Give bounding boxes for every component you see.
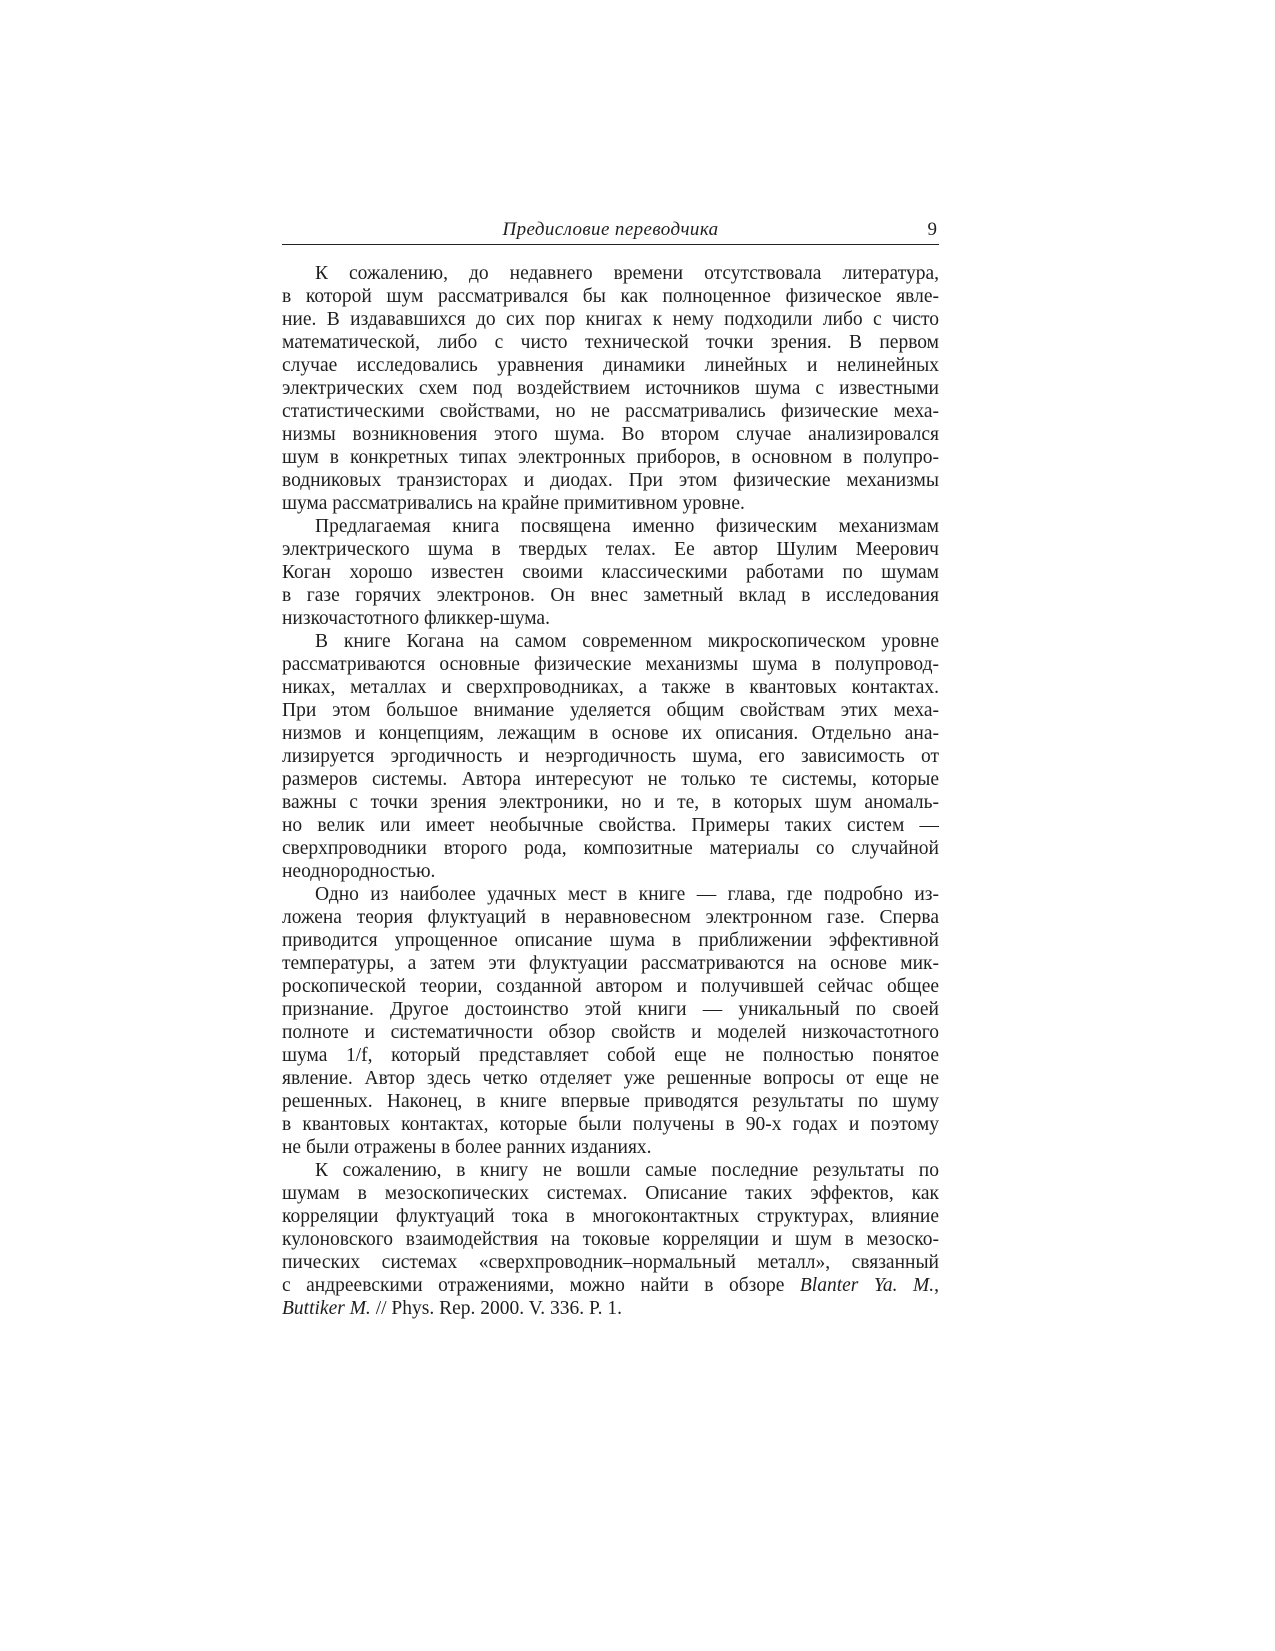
text-line: размеров системы. Автора интересуют не только те системы, которые xyxy=(282,769,939,790)
text-line: неоднородностью. xyxy=(282,861,436,882)
text-line: электрических схем под воздействием источников шума с известными xyxy=(282,378,939,399)
text-line: шумам в мезоскопических системах. Описание таких эффектов, как xyxy=(282,1183,939,1204)
reference-citation: // Phys. Rep. 2000. V. 336. P. 1. xyxy=(370,1298,623,1319)
paragraph-3 xyxy=(282,630,939,883)
body-text xyxy=(282,262,939,1320)
book-page xyxy=(282,0,939,1651)
text-line: При этом большое внимание уделяется общим свойствам этих меха- xyxy=(282,700,939,721)
text-line: в которой шум рассматривался бы как полноценное физическое явле- xyxy=(282,286,939,307)
text-line: статистическими свойствами, но не рассматривались физические меха- xyxy=(282,401,939,422)
text-line: низмов и концепциям, лежащим в основе их описания. Отдельно ана- xyxy=(282,723,939,744)
text-line: случае исследовались уравнения динамики линейных и нелинейных xyxy=(282,355,939,376)
text-line: роскопической теории, созданной автором и получившей сейчас общее xyxy=(282,976,939,997)
running-head xyxy=(282,218,939,245)
text-line: в квантовых контактах, которые были получены в 90-х годах и поэтому xyxy=(282,1114,939,1135)
paragraph-4 xyxy=(282,883,939,1159)
text-line: но велик или имеет необычные свойства. Примеры таких систем — xyxy=(282,815,939,836)
page-number: 9 xyxy=(927,219,937,240)
text-line: корреляции флуктуаций тока в многоконтактных структурах, влияние xyxy=(282,1206,939,1227)
text-line: шума рассматривались на крайне примитивном уровне. xyxy=(282,493,745,514)
reference-author-2: Buttiker M. xyxy=(282,1298,371,1319)
text-line: никах, металлах и сверхпроводниках, а также в квантовых контактах. xyxy=(282,677,939,698)
text-line: низкочастотного фликкер-шума. xyxy=(282,608,550,629)
text-line: Одно из наиболее удачных мест в книге — глава, где подробно из- xyxy=(315,884,939,905)
text-line: пических системах «сверхпроводник–нормальный металл», связанный xyxy=(282,1252,939,1273)
text-line: ложена теория флуктуаций в неравновесном электронном газе. Сперва xyxy=(282,907,939,928)
text-line: рассматриваются основные физические механизмы шума в полупровод- xyxy=(282,654,939,675)
text-line: Предлагаемая книга посвящена именно физическим механизмам xyxy=(315,516,939,537)
text-line: ние. В издававшихся до сих пор книгах к нему подходили либо с чисто xyxy=(282,309,939,330)
text-line: Коган хорошо известен своими классическими работами по шумам xyxy=(282,562,939,583)
text-line: явление. Автор здесь четко отделяет уже решенные вопросы от еще не xyxy=(282,1068,939,1089)
text-line: кулоновского взаимодействия на токовые корреляции и шум в мезоско- xyxy=(282,1229,939,1250)
text-line: температуры, а затем эти флуктуации рассматриваются на основе мик- xyxy=(282,953,939,974)
text-line: водниковых транзисторах и диодах. При этом физические механизмы xyxy=(282,470,939,491)
text-line: решенных. Наконец, в книге впервые приводятся результаты по шуму xyxy=(282,1091,939,1112)
text-line: сверхпроводники второго рода, композитные материалы со случайной xyxy=(282,838,939,859)
text-line: лизируется эргодичность и неэргодичность шума, его зависимость от xyxy=(282,746,939,767)
reference-lead-text: с андреевскими отражениями, можно найти в обзоре xyxy=(282,1275,800,1296)
text-line: шума 1/f, который представляет собой еще не полностью понятое xyxy=(282,1045,939,1066)
reference-line-2 xyxy=(282,1297,939,1320)
text-line: шум в конкретных типах электронных приборов, в основном в полупро- xyxy=(282,447,939,468)
text-line: В книге Когана на самом современном микроскопическом уровне xyxy=(315,631,939,652)
text-line: низмы возникновения этого шума. Во втором случае анализировался xyxy=(282,424,939,445)
text-line: приводится упрощенное описание шума в приближении эффективной xyxy=(282,930,939,951)
paragraph-2 xyxy=(282,515,939,630)
reference-line-1 xyxy=(282,1274,939,1297)
text-line: К сожалению, до недавнего времени отсутствовала литература, xyxy=(315,263,939,284)
text-line: признание. Другое достоинство этой книги — уникальный по своей xyxy=(282,999,939,1020)
reference-author-1: Blanter Ya. M. xyxy=(799,1275,935,1296)
running-title: Предисловие переводчика xyxy=(502,219,719,240)
text-line: электрического шума в твердых телах. Ее автор Шулим Меерович xyxy=(282,539,939,560)
text-line: в газе горячих электронов. Он внес заметный вклад в исследования xyxy=(282,585,939,606)
reference-separator: , xyxy=(934,1275,939,1296)
text-line: важны с точки зрения электроники, но и те, в которых шум аномаль- xyxy=(282,792,939,813)
paragraph-1 xyxy=(282,262,939,515)
paragraph-5 xyxy=(282,1159,939,1320)
text-line: не были отражены в более ранних изданиях. xyxy=(282,1137,652,1158)
text-line: математической, либо с чисто технической точки зрения. В первом xyxy=(282,332,939,353)
text-line: К сожалению, в книгу не вошли самые последние результаты по xyxy=(315,1160,939,1181)
text-line: полноте и систематичности обзор свойств и моделей низкочастотного xyxy=(282,1022,939,1043)
